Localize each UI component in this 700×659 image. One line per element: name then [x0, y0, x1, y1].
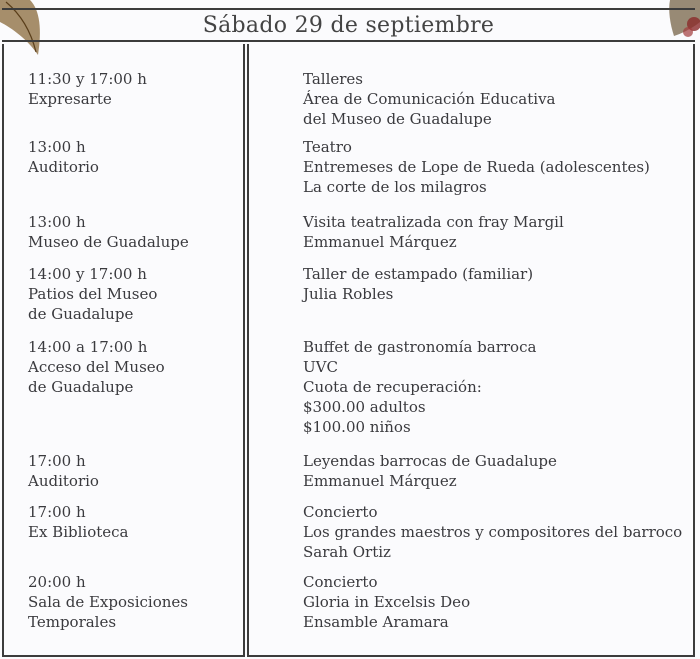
row-activity-line: Entremeses de Lope de Rueda (adolescentes): [303, 158, 650, 176]
page-title: Sábado 29 de septiembre: [202, 12, 495, 38]
row-activity-line: Talleres: [303, 70, 363, 88]
row-time: 14:00 y 17:00 h: [28, 265, 147, 283]
row-4-activity: [303, 264, 533, 304]
row-location: de Guadalupe: [28, 378, 134, 396]
row-2-activity: [303, 137, 650, 197]
row-activity-line: Buffet de gastronomía barroca: [303, 338, 537, 356]
row-time: 17:00 h: [28, 452, 86, 470]
row-7-time-location: [28, 502, 128, 542]
row-8-time-location: [28, 572, 188, 632]
row-activity-line: del Museo de Guadalupe: [303, 110, 492, 128]
row-time: 13:00 h: [28, 138, 86, 156]
row-activity-line: Taller de estampado (familiar): [303, 265, 534, 283]
row-8-activity: [303, 572, 470, 632]
row-activity-line: $300.00 adultos: [303, 398, 426, 416]
row-time: 11:30 y 17:00 h: [28, 70, 147, 88]
row-activity-line: UVC: [303, 358, 338, 376]
row-1-activity: [303, 69, 556, 129]
row-3-activity: [303, 212, 564, 252]
row-6-time-location: [28, 451, 99, 491]
row-activity-line: Cuota de recuperación:: [303, 378, 482, 396]
row-2-time-location: [28, 137, 99, 177]
row-activity-line: Leyendas barrocas de Guadalupe: [303, 452, 557, 470]
row-activity-line: Emmanuel Márquez: [303, 233, 457, 251]
row-time: 17:00 h: [28, 503, 86, 521]
row-activity-line: Concierto: [303, 573, 378, 591]
row-location: Temporales: [28, 613, 117, 631]
row-time: 13:00 h: [28, 213, 86, 231]
row-location: Auditorio: [28, 158, 99, 176]
row-time: 20:00 h: [28, 573, 86, 591]
row-activity-line: Concierto: [303, 503, 378, 521]
row-activity-line: Gloria in Excelsis Deo: [303, 593, 471, 611]
row-location: Museo de Guadalupe: [28, 233, 189, 251]
row-7-activity: [303, 502, 682, 562]
page-header: [2, 8, 695, 42]
row-activity-line: $100.00 niños: [303, 418, 411, 436]
row-location: Patios del Museo: [28, 285, 158, 303]
row-1-time-location: [28, 69, 147, 109]
row-activity-line: Teatro: [303, 138, 352, 156]
row-activity-line: Área de Comunicación Educativa: [303, 90, 556, 108]
row-activity-line: La corte de los milagros: [303, 178, 487, 196]
row-4-time-location: [28, 264, 157, 324]
row-6-activity: [303, 451, 557, 491]
row-location: de Guadalupe: [28, 305, 134, 323]
row-activity-line: Ensamble Aramara: [303, 613, 449, 631]
row-time: 14:00 a 17:00 h: [28, 338, 148, 356]
row-activity-line: Emmanuel Márquez: [303, 472, 457, 490]
row-location: Auditorio: [28, 472, 99, 490]
row-location: Expresarte: [28, 90, 112, 108]
row-location: Acceso del Museo: [28, 358, 165, 376]
row-location: Ex Biblioteca: [28, 523, 129, 541]
row-activity-line: Los grandes maestros y compositores del barroco: [303, 523, 683, 541]
row-3-time-location: [28, 212, 189, 252]
row-location: Sala de Exposiciones: [28, 593, 188, 611]
row-5-activity: [303, 337, 536, 437]
row-activity-line: Julia Robles: [303, 285, 394, 303]
row-activity-line: Visita teatralizada con fray Margil: [303, 213, 564, 231]
row-activity-line: Sarah Ortiz: [303, 543, 391, 561]
row-5-time-location: [28, 337, 165, 397]
